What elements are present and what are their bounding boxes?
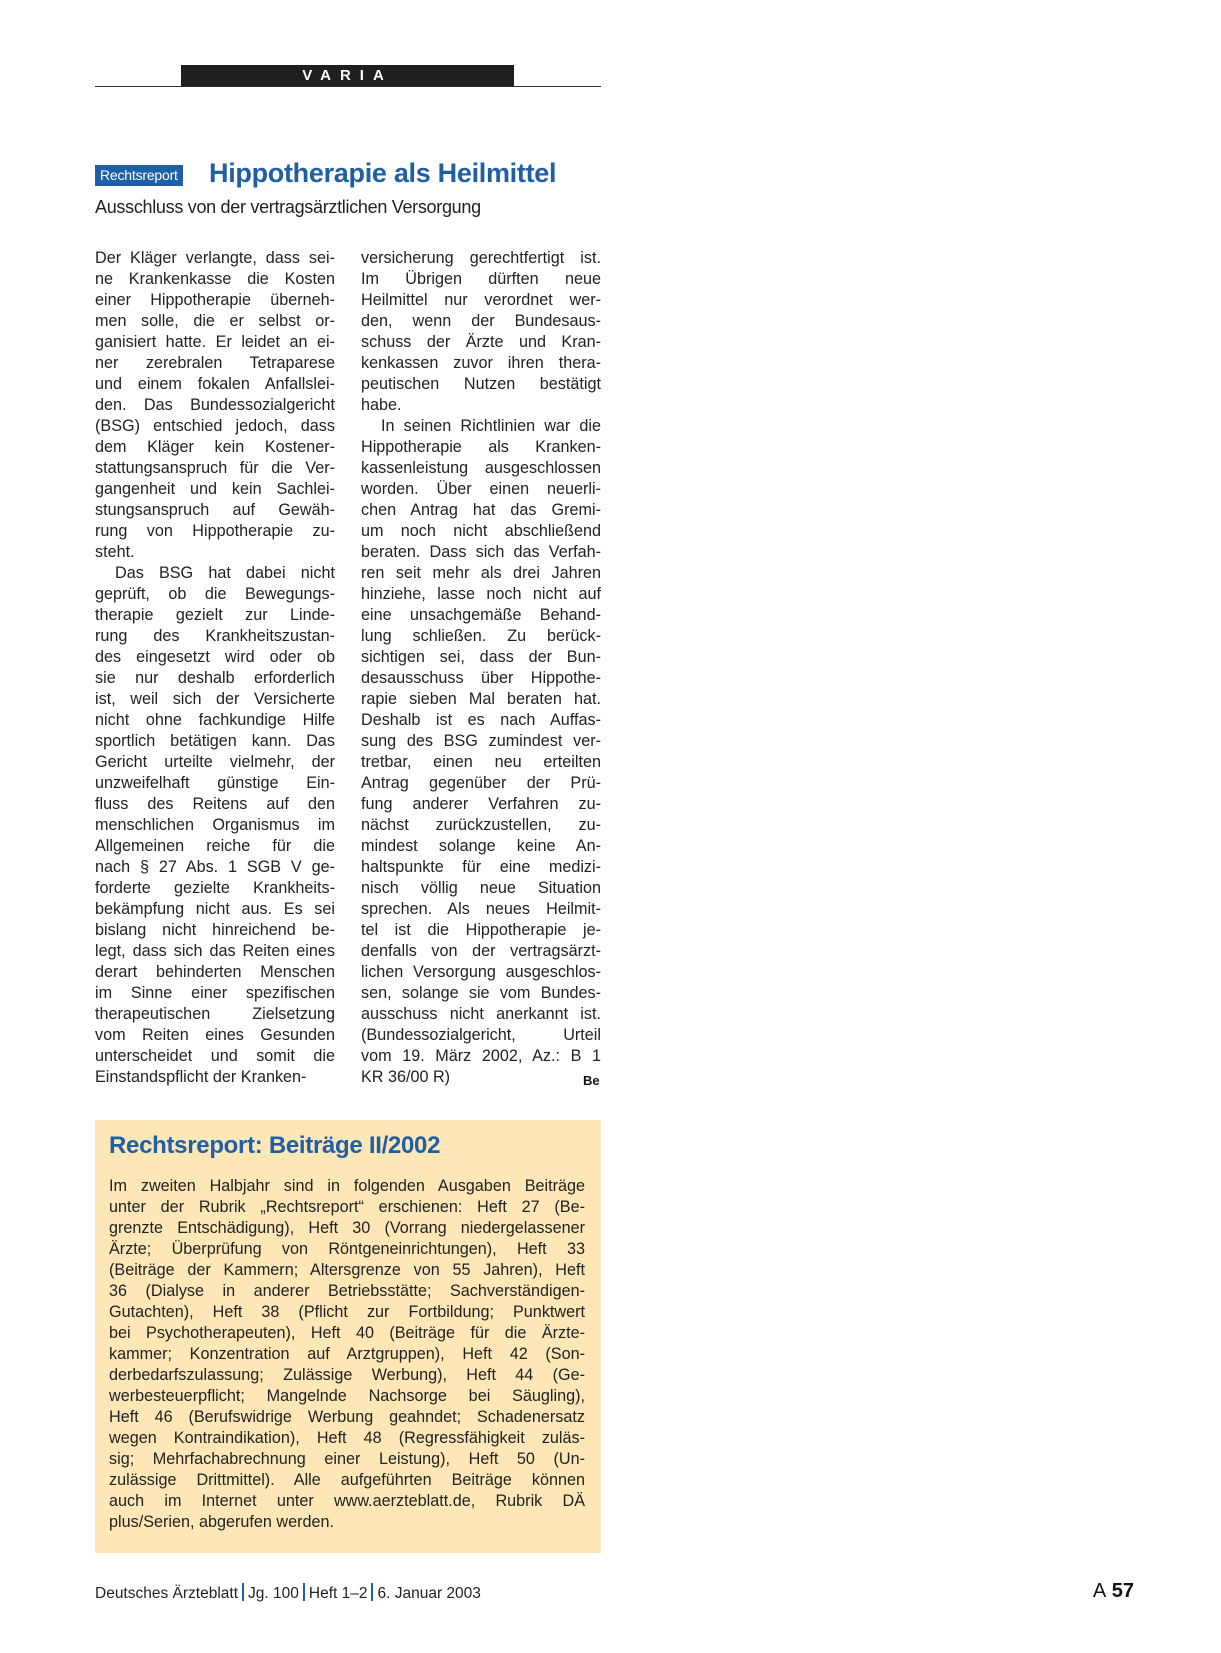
article-line: haltspunkte für eine medizi-	[361, 858, 601, 876]
category-badge: Rechtsreport	[95, 165, 183, 186]
journal-issue: Heft 1–2	[308, 1585, 368, 1602]
page-number	[1093, 1580, 1134, 1603]
footer-separator	[371, 1583, 373, 1601]
article-line: denfalls von der vertragsärzt-	[361, 942, 601, 960]
info-box-line: derbedarfszulassung; Zulässige Werbung), Heft 44 (Ge-	[109, 1366, 585, 1384]
article-line: bislang nicht hinreichend be-	[95, 921, 335, 939]
article-line: fung anderer Verfahren zu-	[361, 795, 601, 813]
article-line: nisch völlig neue Situation	[361, 879, 601, 897]
info-box-title: Rechtsreport: Beiträge II/2002	[109, 1132, 441, 1159]
article-line: Antrag gegenüber der Prü-	[361, 774, 601, 792]
article-line: ne Krankenkasse die Kosten	[95, 270, 335, 288]
journal-volume: Jg. 100	[248, 1585, 299, 1602]
article-line: ist, weil sich der Versicherte	[95, 690, 335, 708]
article-line: Deshalb ist es nach Auffas-	[361, 711, 601, 729]
article-line: forderte gezielte Krankheits-	[95, 879, 335, 897]
article-line: sichtigen sei, dass der Bun-	[361, 648, 601, 666]
info-box-line: Gutachten), Heft 38 (Pflicht zur Fortbildung; Punktwert	[109, 1303, 585, 1321]
article-line: Der Kläger verlangte, dass sei-	[95, 249, 335, 267]
article-line: sung des BSG zumindest ver-	[361, 732, 601, 750]
article-line: eine unsachgemäße Behand-	[361, 606, 601, 624]
article-column-left	[95, 248, 335, 1088]
article-column-right	[361, 248, 601, 1088]
article-line: ner zerebralen Tetraparese	[95, 354, 335, 372]
header-rule	[95, 86, 601, 87]
page-footer	[95, 1583, 481, 1603]
author-byline: Be	[583, 1073, 600, 1088]
article-line: schuss der Ärzte und Kran-	[361, 333, 601, 351]
article-line: um noch nicht abschließend	[361, 522, 601, 540]
article-line: habe.	[361, 396, 402, 414]
article-line: derart behinderten Menschen	[95, 963, 335, 981]
footer-separator	[242, 1583, 244, 1601]
article-line: Allgemeinen reiche für die	[95, 837, 335, 855]
article-line: men solle, die er selbst or-	[95, 312, 335, 330]
info-box-line: zulässige Drittmittel). Alle aufgeführten Beiträge können	[109, 1471, 585, 1489]
article-line: desausschuss über Hippothe-	[361, 669, 601, 687]
article-line: Heilmittel nur verordnet wer-	[361, 291, 601, 309]
article-line: beraten. Dass sich das Verfah-	[361, 543, 601, 561]
article-line: des eingesetzt wird oder ob	[95, 648, 335, 666]
article-line: peutischen Nutzen bestätigt	[361, 375, 601, 393]
info-box-line: plus/Serien, abgerufen werden.	[109, 1513, 334, 1531]
article-line: ausschuss nicht anerkannt ist.	[361, 1005, 601, 1023]
article-line: nach § 27 Abs. 1 SGB V ge-	[95, 858, 335, 876]
article-line: vom Reiten eines Gesunden	[95, 1026, 335, 1044]
article-line: rapie sieben Mal beraten hat.	[361, 690, 601, 708]
footer-separator	[303, 1583, 305, 1601]
article-line: bekämpfung nicht aus. Es sei	[95, 900, 335, 918]
article-line: KR 36/00 R)	[361, 1068, 451, 1086]
issue-date: 6. Januar 2003	[377, 1585, 481, 1602]
info-box-line: unter der Rubrik „Rechtsreport“ erschienen: Heft 27 (Be-	[109, 1198, 585, 1216]
article-line: mindest solange keine An-	[361, 837, 601, 855]
article-line: stungsanspruch auf Gewäh-	[95, 501, 335, 519]
article-title: Hippotherapie als Heilmittel	[209, 158, 557, 188]
info-box-line: (Beiträge der Kammern; Altersgrenze von 55 Jahren), Heft	[109, 1261, 585, 1279]
article-line: unterscheidet und somit die	[95, 1047, 335, 1065]
article-line: tel ist die Hippotherapie je-	[361, 921, 601, 939]
article-line: nicht ohne fachkundige Hilfe	[95, 711, 335, 729]
article-line: menschlichen Organismus im	[95, 816, 335, 834]
article-line: lichen Versorgung ausgeschlos-	[361, 963, 601, 981]
article-line: Im Übrigen dürften neue	[361, 270, 601, 288]
article-line: hinziehe, lasse noch nicht auf	[361, 585, 601, 603]
info-box-body	[109, 1176, 585, 1533]
info-box-line: 36 (Dialyse in anderer Betriebsstätte; Sachverständigen-	[109, 1282, 585, 1300]
article-line: versicherung gerechtfertigt ist.	[361, 249, 601, 267]
article-line: nächst zurückzustellen, zu-	[361, 816, 601, 834]
article-line: Das BSG hat dabei nicht	[115, 564, 335, 582]
article-line: Hippotherapie als Kranken-	[361, 438, 601, 456]
article-line: kenkassen zuvor ihren thera-	[361, 354, 601, 372]
article-line: legt, dass sich das Reiten eines	[95, 942, 335, 960]
article-line: (BSG) entschied jedoch, dass	[95, 417, 335, 435]
info-box-line: grenzte Entschädigung), Heft 30 (Vorrang niedergelassener	[109, 1219, 585, 1237]
info-box-line: Heft 46 (Berufswidrige Werbung geahndet; Schadenersatz	[109, 1408, 585, 1426]
article-line: tretbar, einen neu erteilten	[361, 753, 601, 771]
article-line: stattungsanspruch für die Ver-	[95, 459, 335, 477]
info-box	[95, 1120, 601, 1553]
article-line: In seinen Richtlinien war die	[381, 417, 601, 435]
article-line: dem Kläger kein Kostener-	[95, 438, 335, 456]
article-line: den. Das Bundessozialgericht	[95, 396, 335, 414]
article-line: und einem fokalen Anfallslei-	[95, 375, 335, 393]
article-line: kassenleistung ausgeschlossen	[361, 459, 601, 477]
info-box-line: Ärzte; Überprüfung von Röntgeneinrichtungen), Heft 33	[109, 1240, 585, 1258]
article-line: rung des Krankheitszustan-	[95, 627, 335, 645]
article-line: unzweifelhaft günstige Ein-	[95, 774, 335, 792]
info-box-line: bei Psychotherapeuten), Heft 40 (Beiträge für die Ärzte-	[109, 1324, 585, 1342]
info-box-line: auch im Internet unter www.aerzteblatt.de, Rubrik DÄ	[109, 1492, 585, 1510]
article-line: sen, solange sie vom Bundes-	[361, 984, 601, 1002]
article-line: sportlich betätigen kann. Das	[95, 732, 335, 750]
article-line: steht.	[95, 543, 135, 561]
article-line: ganisiert hatte. Er leidet an ei-	[95, 333, 335, 351]
info-box-line: sig; Mehrfachabrechnung einer Leistung), Heft 50 (Un-	[109, 1450, 585, 1468]
info-box-line: Im zweiten Halbjahr sind in folgenden Ausgaben Beiträge	[109, 1177, 585, 1195]
journal-name: Deutsches Ärzteblatt	[95, 1585, 239, 1602]
article-line: lung schließen. Zu berück-	[361, 627, 601, 645]
article-line: rung von Hippotherapie zu-	[95, 522, 335, 540]
article-line: ren seit mehr als drei Jahren	[361, 564, 601, 582]
info-box-line: wegen Kontraindikation), Heft 48 (Regressfähigkeit zuläs-	[109, 1429, 585, 1447]
article-line: therapie gezielt zur Linde-	[95, 606, 335, 624]
article-line: geprüft, ob die Bewegungs-	[95, 585, 335, 603]
article-line: fluss des Reitens auf den	[95, 795, 335, 813]
article-line: chen Antrag hat das Gremi-	[361, 501, 601, 519]
article-line: einer Hippotherapie überneh-	[95, 291, 335, 309]
article-line: worden. Über einen neuerli-	[361, 480, 601, 498]
article-line: (Bundessozialgericht, Urteil	[361, 1026, 601, 1044]
section-header-bar: VARIA	[181, 65, 514, 86]
article-line: vom 19. März 2002, Az.: B 1	[361, 1047, 601, 1065]
info-box-line: werbesteuerpflicht; Mangelnde Nachsorge bei Säugling),	[109, 1387, 585, 1405]
article-line: therapeutischen Zielsetzung	[95, 1005, 335, 1023]
article-line: gangenheit und kein Sachlei-	[95, 480, 335, 498]
article-line: sprechen. Als neues Heilmit-	[361, 900, 601, 918]
article-line: Gericht urteilte vielmehr, der	[95, 753, 335, 771]
article-line: Einstandspflicht der Kranken-	[95, 1068, 307, 1086]
article-line: im Sinne einer spezifischen	[95, 984, 335, 1002]
page-prefix: A	[1092, 1580, 1107, 1602]
article-line: den, wenn der Bundesaus-	[361, 312, 601, 330]
page-number-value: 57	[1111, 1580, 1134, 1602]
article-subtitle: Ausschluss von der vertragsärztlichen Versorgung	[95, 197, 481, 217]
article-line: sie nur deshalb erforderlich	[95, 669, 335, 687]
info-box-line: kammer; Konzentration auf Arztgruppen), Heft 42 (Son-	[109, 1345, 585, 1363]
